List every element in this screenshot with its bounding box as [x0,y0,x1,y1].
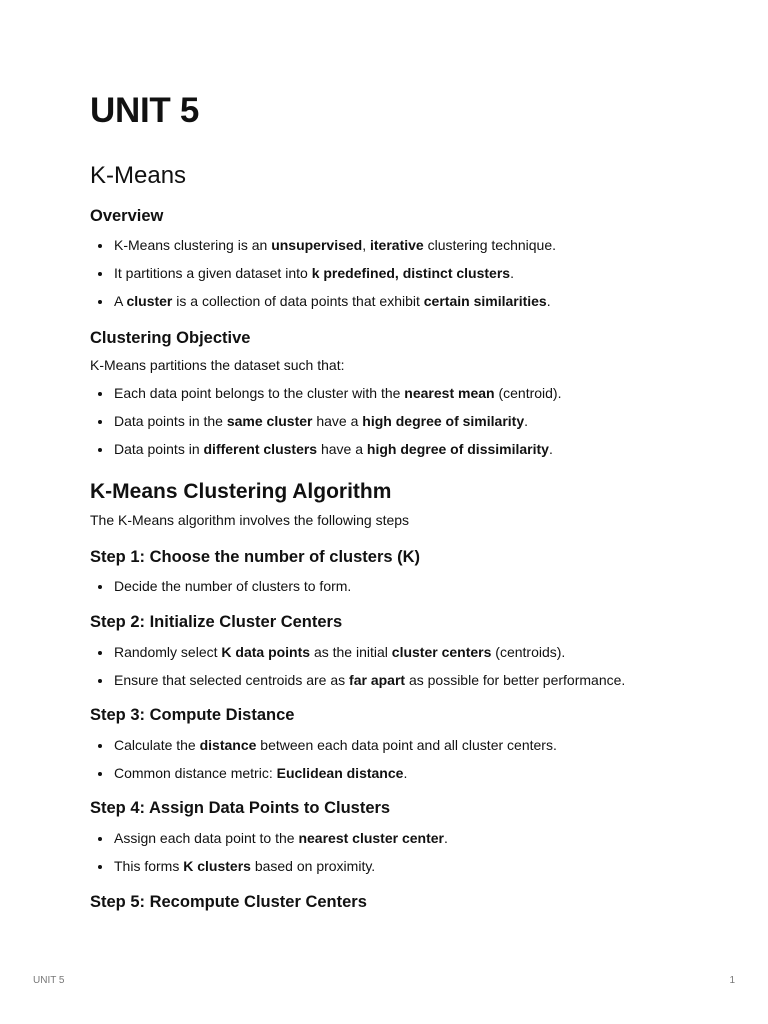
bullet-icon [98,772,102,776]
objective-list [90,383,562,459]
objective-intro: K-Means partitions the dataset such that: [90,357,345,373]
text-run: Data points in [114,441,204,457]
text-run: based on proximity. [250,858,376,874]
text-run: is a collection of data points that exhibit [172,293,424,309]
bold-text: same cluster [226,413,313,429]
text-run: as possible for better performance. [405,672,626,688]
list-item [90,642,625,662]
bold-text: nearest cluster center [298,830,444,846]
overview-list [90,235,556,311]
list-item [90,411,562,431]
bold-text: k predefined, distinct clusters [311,265,511,281]
bullet-icon [98,420,102,424]
text-run: Data points in the [114,413,227,429]
text-run: Ensure that selected centroids are as [114,672,350,688]
bullet-icon [98,448,102,452]
text-run: Each data point belongs to the cluster with the [114,385,405,401]
step2-list [90,642,625,690]
text-run: as the initial [310,644,392,660]
footer-page-number: 1 [729,975,735,986]
bullet-icon [98,392,102,396]
bullet-icon [98,651,102,655]
text-run: Assign each data point to the [114,830,299,846]
section-heading-algorithm: K-Means Clustering Algorithm [90,480,392,503]
text-run: It partitions a given dataset into [114,265,312,281]
algorithm-intro: The K-Means algorithm involves the following steps [90,512,410,528]
bold-text: Euclidean distance [276,765,404,781]
step4-list [90,828,448,876]
bold-text: distance [199,737,257,753]
section-heading-kmeans: K-Means [90,162,187,189]
text-run: . [548,441,553,457]
bullet-icon [98,865,102,869]
list-item [90,735,557,755]
text-run: . [524,413,529,429]
step1-heading: Step 1: Choose the number of clusters (K) [90,548,421,566]
bullet-icon [98,585,102,589]
text-run: A [114,293,127,309]
text-run: Common distance metric: [114,765,277,781]
bullet-icon [98,244,102,248]
bold-text: high degree of similarity [362,413,525,429]
text-run: (centroids). [491,644,566,660]
list-item [90,439,562,459]
subheading-overview: Overview [90,207,164,225]
page-title: UNIT 5 [90,91,200,130]
text-run: have a [317,441,367,457]
footer-unit-label: UNIT 5 [33,975,65,986]
list-item [90,263,556,283]
bullet-icon [98,272,102,276]
bullet-icon [98,679,102,683]
text-run: Decide the number of clusters to form. [114,578,352,594]
step4-heading: Step 4: Assign Data Points to Clusters [90,799,391,817]
list-item [90,291,556,311]
text-run: . [403,765,408,781]
bold-text: far apart [349,672,406,688]
text-run: . [510,265,514,281]
text-run: This forms [114,858,184,874]
bold-text: K data points [221,644,311,660]
text-run: between each data point and all cluster centers. [256,737,557,753]
list-item [90,856,448,876]
bullet-icon [98,837,102,841]
step3-heading: Step 3: Compute Distance [90,706,295,724]
text-run: K-Means clustering is an [114,237,272,253]
bold-text: iterative [370,237,424,253]
bullet-icon [98,744,102,748]
bullet-icon [98,300,102,304]
list-item [90,763,557,783]
bold-text: K clusters [183,858,251,874]
step5-heading: Step 5: Recompute Cluster Centers [90,893,367,911]
step2-heading: Step 2: Initialize Cluster Centers [90,613,343,631]
step1-list [90,576,351,596]
list-item [90,383,562,403]
text-run: . [546,293,551,309]
text-run: (centroid). [494,385,562,401]
text-run: Calculate the [114,737,200,753]
subheading-clustering-objective: Clustering Objective [90,329,251,347]
text-run: have a [312,413,363,429]
text-run: , [362,237,370,253]
step3-list [90,735,557,783]
list-item [90,670,625,690]
list-item [90,235,556,255]
bold-text: certain similarities [423,293,547,309]
text-run: clustering technique. [423,237,557,253]
bold-text: cluster [126,293,173,309]
list-item [90,576,351,596]
bold-text: unsupervised [271,237,363,253]
text-run: . [444,830,448,846]
bold-text: different clusters [203,441,318,457]
list-item [90,828,448,848]
text-run: Randomly select [114,644,222,660]
bold-text: nearest mean [404,385,495,401]
bold-text: high degree of dissimilarity [366,441,549,457]
bold-text: cluster centers [391,644,492,660]
